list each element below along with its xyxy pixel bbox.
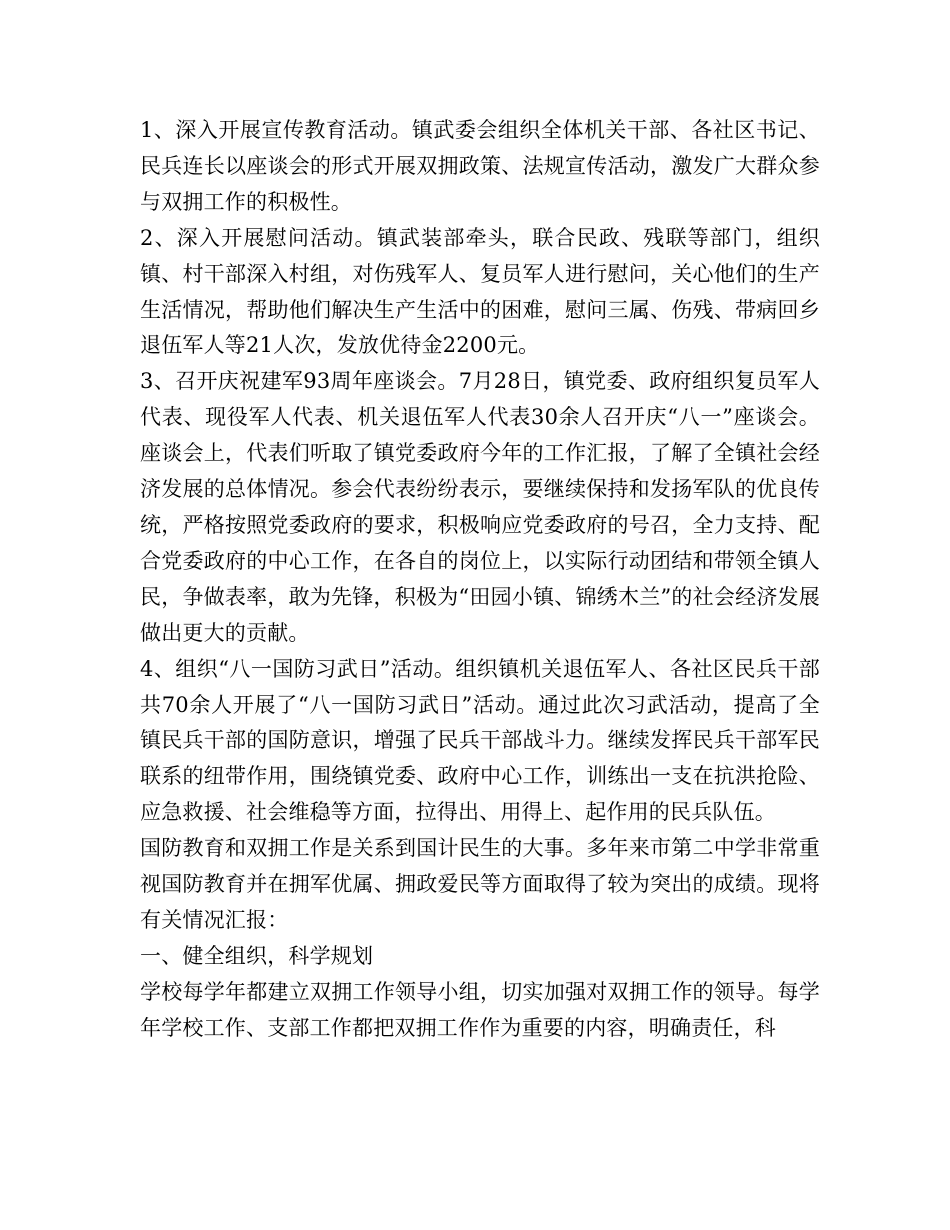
paragraph-leadership-group: 学校每学年都建立双拥工作领导小组，切实加强对双拥工作的领导。每学年学校工作、支部工作都把双拥工作作为重要的内容，明确责任，科: [140, 979, 820, 1040]
paragraph-publicity-education: 1、深入开展宣传教育活动。镇武委会组织全体机关干部、各社区书记、民兵连长以座谈会的形式开展双拥政策、法规宣传活动，激发广大群众参与双拥工作的积极性。: [140, 118, 820, 214]
paragraph-defense-drill-day: 4、组织“八一国防习武日”活动。组织镇机关退伍军人、各社区民兵干部共70余人开展了“八一国防习武日”活动。通过此次习武活动，提高了全镇民兵干部的国防意识，增强了民兵干部战斗力。继续发挥民兵干部军民联系的纽带作用，围绕镇党委、政府中心工作，训练出一支在抗洪抢险、应急救援、社会维稳等方面，拉得出、用得上、起作用的民兵队伍。: [140, 656, 820, 825]
paragraph-army-day-forum: 3、召开庆祝建军93周年座谈会。7月28日，镇党委、政府组织复员军人代表、现役军人代表、机关退伍军人代表30余人召开庆“八一”座谈会。座谈会上，代表们听取了镇党委政府今年的工作汇报，了解了全镇社会经济发展的总体情况。参会代表纷纷表示，要继续保持和发扬军队的优良传统，严格按照党委政府的要求，积极响应党委政府的号召，全力支持、配合党委政府的中心工作，在各自的岗位上，以实际行动团结和带领全镇人民，争做表率，敢为先锋，积极为“田园小镇、锦绣木兰”的社会经济发展做出更大的贡献。: [140, 369, 820, 645]
document-body: [140, 113, 820, 1047]
section-heading-organization: 一、健全组织，科学规划: [140, 943, 374, 968]
paragraph-school-introduction: 国防教育和双拥工作是关系到国计民生的大事。多年来市第二中学非常重视国防教育并在拥军优属、拥政爱民等方面取得了较为突出的成绩。现将有关情况汇报：: [140, 836, 820, 932]
paragraph-condolence-visits: 2、深入开展慰问活动。镇武装部牵头，联合民政、残联等部门，组织镇、村干部深入村组，对伤残军人、复员军人进行慰问，关心他们的生产生活情况，帮助他们解决生产生活中的困难，慰问三属、伤残、带病回乡退伍军人等21人次，发放优待金2200元。: [140, 225, 820, 358]
